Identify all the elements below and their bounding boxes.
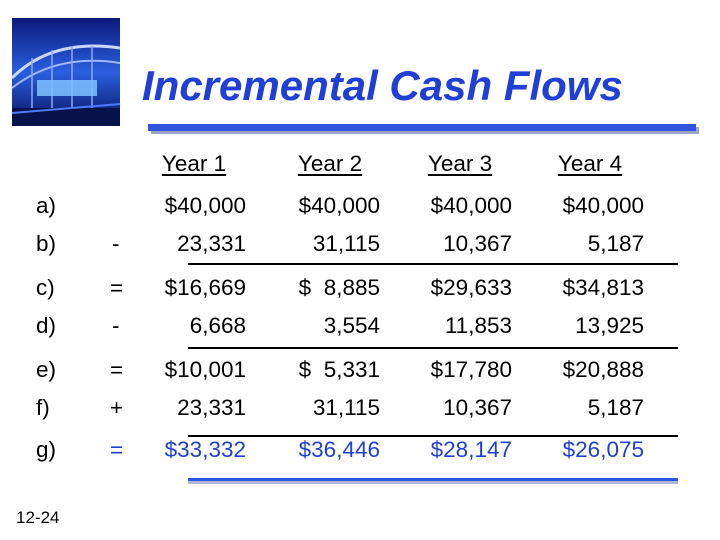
value-cell: 31,115 <box>312 395 380 420</box>
value-cell: $26,075 <box>562 437 644 462</box>
subtotal-rule <box>188 347 678 349</box>
value-cell: $10,001 <box>164 357 246 382</box>
row-operator: + <box>110 395 124 420</box>
value-cell: $36,446 <box>298 437 380 462</box>
slide-title: Incremental Cash Flows <box>142 62 623 109</box>
value-cell: $40,000 <box>298 193 380 218</box>
value-cell: $17,780 <box>430 357 512 382</box>
header-year-4: Year 4 <box>557 151 623 176</box>
value-cell: 5,187 <box>587 231 644 256</box>
row-label: b) <box>36 231 57 256</box>
row-operator: - <box>112 313 120 338</box>
value-cell: $ 5,331 <box>298 357 380 382</box>
value-cell: 10,367 <box>443 231 512 256</box>
row-label: c) <box>36 275 55 300</box>
value-cell: 13,925 <box>575 313 644 338</box>
value-cell: $33,332 <box>164 437 246 462</box>
value-cell: 6,668 <box>189 313 246 338</box>
row-label: a) <box>36 193 57 218</box>
header-year-1: Year 1 <box>161 151 227 176</box>
row-operator: - <box>112 231 120 256</box>
value-cell: 5,187 <box>587 395 644 420</box>
row-operator: = <box>110 437 124 462</box>
value-cell: $28,147 <box>430 437 512 462</box>
row-label: g) <box>36 437 57 462</box>
value-cell: $16,669 <box>164 275 246 300</box>
value-cell: 11,853 <box>444 313 512 338</box>
header-year-3: Year 3 <box>427 151 493 176</box>
value-cell: $34,813 <box>562 275 644 300</box>
value-cell: 23,331 <box>177 231 246 256</box>
value-cell: 10,367 <box>443 395 512 420</box>
value-cell: $40,000 <box>164 193 246 218</box>
value-cell: $20,888 <box>562 357 644 382</box>
value-cell: $29,633 <box>430 275 512 300</box>
row-label: d) <box>36 313 57 338</box>
value-cell: $40,000 <box>430 193 512 218</box>
row-label: f) <box>36 395 50 420</box>
bottom-divider <box>188 478 678 481</box>
value-cell: 31,115 <box>312 231 380 256</box>
value-cell: 23,331 <box>177 395 246 420</box>
page-number: 12-24 <box>16 508 60 527</box>
value-cell: $40,000 <box>562 193 644 218</box>
row-label: e) <box>36 357 57 382</box>
header-year-2: Year 2 <box>297 151 363 176</box>
value-cell: 3,554 <box>323 313 380 338</box>
row-operator: = <box>110 275 124 300</box>
subtotal-rule <box>188 263 678 265</box>
row-operator: = <box>110 357 124 382</box>
value-cell: $ 8,885 <box>298 275 380 300</box>
